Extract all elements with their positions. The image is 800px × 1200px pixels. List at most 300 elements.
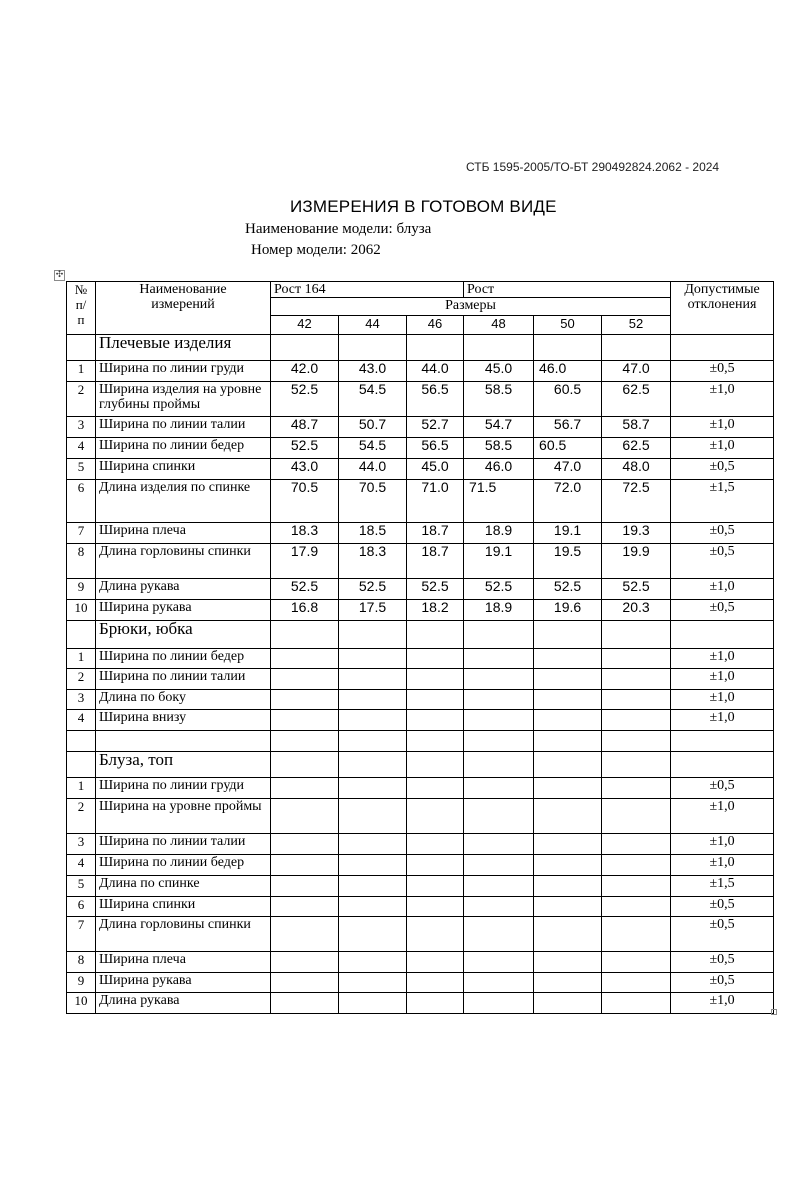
measurement-value: 46.0 [464, 459, 534, 480]
measurement-value [271, 731, 339, 752]
measurement-value: 58.5 [464, 438, 534, 459]
page-title: ИЗМЕРЕНИЯ В ГОТОВОМ ВИДЕ [290, 197, 557, 216]
measurement-value: 52.5 [271, 438, 339, 459]
section-number-cell [67, 335, 96, 361]
measurement-value [464, 973, 534, 993]
section-empty-cell [464, 752, 534, 778]
measurement-value: 19.6 [534, 600, 602, 621]
measurement-value [339, 855, 407, 876]
table-row [67, 382, 774, 417]
measurement-value: 43.0 [339, 361, 407, 382]
measurement-value: 45.0 [464, 361, 534, 382]
tolerance-value: ±1,0 [671, 649, 774, 669]
measurement-value [534, 649, 602, 669]
section-empty-cell [534, 621, 602, 649]
section-empty-cell [407, 752, 464, 778]
measurement-value [271, 649, 339, 669]
table-row [67, 438, 774, 459]
measurement-value: 50.7 [339, 417, 407, 438]
measurement-value: 54.5 [339, 382, 407, 417]
measurement-value: 19.1 [534, 523, 602, 544]
measurement-value: 44.0 [339, 459, 407, 480]
measurement-value: 72.0 [534, 480, 602, 523]
measurement-value [339, 973, 407, 993]
row-number: 2 [67, 669, 96, 690]
section-empty-cell [671, 621, 774, 649]
tolerance-value: ±1,0 [671, 855, 774, 876]
header-tolerance-line2: отклонения [687, 297, 757, 312]
measurement-value [407, 834, 464, 855]
table-row [67, 669, 774, 690]
header-size-52: 52 [602, 316, 671, 335]
measurement-value [602, 799, 671, 834]
row-number: 7 [67, 523, 96, 544]
measurement-value [602, 731, 671, 752]
table-row [67, 855, 774, 876]
row-number: 3 [67, 834, 96, 855]
header-rost-1: Рост 164 [271, 282, 464, 298]
section-title: Плечевые изделия [96, 335, 271, 361]
row-number: 4 [67, 855, 96, 876]
measurement-value: 47.0 [534, 459, 602, 480]
measurement-value [339, 952, 407, 973]
header-rost-2: Рост [464, 282, 671, 298]
measurement-value: 18.7 [407, 544, 464, 579]
measurement-value [534, 876, 602, 897]
measurement-value [534, 710, 602, 731]
tolerance-value: ±0,5 [671, 778, 774, 799]
measurement-value: 42.0 [271, 361, 339, 382]
measurement-name: Ширина по линии бедер [96, 438, 271, 459]
table-resize-handle[interactable] [771, 1009, 777, 1015]
measurement-value [407, 799, 464, 834]
measurement-value [464, 917, 534, 952]
measurement-value: 52.5 [534, 579, 602, 600]
measurement-value: 52.5 [602, 579, 671, 600]
measurement-value: 17.9 [271, 544, 339, 579]
measurement-value [407, 973, 464, 993]
measurement-value [271, 834, 339, 855]
measurement-value: 70.5 [271, 480, 339, 523]
measurement-value [339, 876, 407, 897]
section-row [67, 752, 774, 778]
measurement-name [96, 731, 271, 752]
measurement-value [534, 669, 602, 690]
measurement-name: Ширина плеча [96, 952, 271, 973]
document-header-code: СТБ 1595-2005/ТО-БТ 290492824.2062 - 2024 [466, 160, 720, 174]
measurement-name: Ширина по линии бедер [96, 855, 271, 876]
measurement-name: Ширина рукава [96, 600, 271, 621]
row-number: 1 [67, 778, 96, 799]
row-number: 7 [67, 917, 96, 952]
row-number: 8 [67, 544, 96, 579]
measurement-value [271, 855, 339, 876]
measurement-value [534, 778, 602, 799]
table-row [67, 917, 774, 952]
row-number: 9 [67, 973, 96, 993]
measurement-name: Ширина спинки [96, 897, 271, 917]
section-empty-cell [407, 335, 464, 361]
measurement-value [464, 952, 534, 973]
tolerance-value: ±0,5 [671, 459, 774, 480]
measurement-value [534, 731, 602, 752]
row-number: 10 [67, 600, 96, 621]
measurement-value: 52.5 [464, 579, 534, 600]
measurement-value [464, 690, 534, 710]
measurement-value [271, 799, 339, 834]
measurement-value [407, 876, 464, 897]
measurement-value [339, 731, 407, 752]
row-number: 2 [67, 382, 96, 417]
measurement-value: 18.5 [339, 523, 407, 544]
measurement-value [271, 917, 339, 952]
measurement-value: 70.5 [339, 480, 407, 523]
tolerance-value: ±1,0 [671, 690, 774, 710]
measurement-value: 56.5 [407, 382, 464, 417]
tolerance-value: ±1,0 [671, 438, 774, 459]
section-empty-cell [534, 335, 602, 361]
section-number-cell [67, 621, 96, 649]
measurement-value [407, 690, 464, 710]
measurement-value: 45.0 [407, 459, 464, 480]
measurement-value [602, 973, 671, 993]
table-row [67, 544, 774, 579]
measurement-value: 18.3 [271, 523, 339, 544]
measurement-value [602, 917, 671, 952]
measurement-value [407, 993, 464, 1014]
table-row [67, 876, 774, 897]
measurement-value [407, 731, 464, 752]
measurement-value [339, 834, 407, 855]
table-row [67, 649, 774, 669]
measurement-value [534, 917, 602, 952]
measurement-value: 18.9 [464, 523, 534, 544]
row-number: 9 [67, 579, 96, 600]
measurement-name: Длина рукава [96, 579, 271, 600]
row-number: 10 [67, 993, 96, 1014]
header-size-44: 44 [339, 316, 407, 335]
tolerance-value: ±1,0 [671, 993, 774, 1014]
row-number: 6 [67, 480, 96, 523]
section-title: Блуза, топ [96, 752, 271, 778]
row-number: 1 [67, 361, 96, 382]
header-size-46: 46 [407, 316, 464, 335]
section-number-cell [67, 752, 96, 778]
measurement-value: 52.5 [407, 579, 464, 600]
row-number: 3 [67, 690, 96, 710]
measurement-name: Ширина по линии груди [96, 361, 271, 382]
measurement-value [602, 952, 671, 973]
measurement-value [464, 649, 534, 669]
measurement-name: Длина изделия по спинке [96, 480, 271, 523]
section-empty-cell [602, 752, 671, 778]
section-empty-cell [271, 621, 339, 649]
measurement-name: Ширина плеча [96, 523, 271, 544]
measurement-value: 18.2 [407, 600, 464, 621]
measurement-value [339, 799, 407, 834]
measurement-name: Ширина по линии груди [96, 778, 271, 799]
measurement-value [271, 669, 339, 690]
measurement-value [464, 710, 534, 731]
row-number: 8 [67, 952, 96, 973]
table-row [67, 361, 774, 382]
measurement-value [464, 897, 534, 917]
tolerance-value: ±0,5 [671, 917, 774, 952]
measurement-value [271, 778, 339, 799]
section-empty-cell [407, 621, 464, 649]
table-row [67, 993, 774, 1014]
measurement-value: 60.5 [534, 438, 602, 459]
section-empty-cell [339, 621, 407, 649]
measurement-value [534, 973, 602, 993]
header-size-50: 50 [534, 316, 602, 335]
tolerance-value: ±0,5 [671, 523, 774, 544]
measurements-table [66, 281, 774, 1014]
header-number-line1: № [74, 282, 88, 297]
measurement-value: 56.5 [407, 438, 464, 459]
measurement-value [339, 993, 407, 1014]
measurement-value: 60.5 [534, 382, 602, 417]
measurement-value [271, 973, 339, 993]
tolerance-value: ±1,0 [671, 382, 774, 417]
measurement-value [339, 690, 407, 710]
measurement-value [407, 897, 464, 917]
measurement-value [464, 876, 534, 897]
measurement-value [339, 649, 407, 669]
measurement-value [534, 897, 602, 917]
section-empty-cell [464, 621, 534, 649]
section-empty-cell [339, 335, 407, 361]
measurement-value [407, 855, 464, 876]
table-move-handle-icon[interactable]: ✣ [55, 270, 64, 280]
header-name-line1: Наименование [139, 282, 227, 297]
measurement-value [339, 897, 407, 917]
measurement-value [271, 710, 339, 731]
header-measurement-name [96, 282, 271, 335]
table-row [67, 417, 774, 438]
section-empty-cell [271, 752, 339, 778]
row-number: 2 [67, 799, 96, 834]
measurement-value [339, 710, 407, 731]
header-name-line2: измерений [151, 297, 215, 312]
measurement-value [464, 778, 534, 799]
measurement-name: Ширина изделия на уровне глубины проймы [96, 382, 271, 417]
tolerance-value: ±1,5 [671, 876, 774, 897]
measurement-value: 19.5 [534, 544, 602, 579]
measurement-value [602, 897, 671, 917]
measurement-value [271, 993, 339, 1014]
measurement-value [602, 710, 671, 731]
table-row [67, 973, 774, 993]
measurement-value [407, 952, 464, 973]
header-size-42: 42 [271, 316, 339, 335]
table-row [67, 480, 774, 523]
tolerance-value: ±0,5 [671, 973, 774, 993]
model-name-line: Наименование модели: блуза [245, 221, 432, 237]
section-empty-cell [534, 752, 602, 778]
measurement-name: Ширина по линии талии [96, 417, 271, 438]
measurement-value [464, 731, 534, 752]
measurement-value: 62.5 [602, 382, 671, 417]
table-row [67, 778, 774, 799]
section-title: Брюки, юбка [96, 621, 271, 649]
row-number [67, 731, 96, 752]
measurement-name: Ширина по линии бедер [96, 649, 271, 669]
section-empty-cell [339, 752, 407, 778]
tolerance-value: ±0,5 [671, 897, 774, 917]
measurement-value [407, 710, 464, 731]
measurement-value: 19.9 [602, 544, 671, 579]
measurement-value: 43.0 [271, 459, 339, 480]
section-empty-cell [671, 335, 774, 361]
header-sizes-label: Размеры [271, 298, 671, 316]
measurement-value: 18.3 [339, 544, 407, 579]
table-row [67, 710, 774, 731]
tolerance-value: ±1,0 [671, 834, 774, 855]
measurement-value: 48.7 [271, 417, 339, 438]
row-number: 3 [67, 417, 96, 438]
measurement-value [339, 917, 407, 952]
measurement-value: 47.0 [602, 361, 671, 382]
section-empty-cell [464, 335, 534, 361]
measurement-value [602, 690, 671, 710]
measurement-name: Длина по боку [96, 690, 271, 710]
measurement-value: 56.7 [534, 417, 602, 438]
measurement-value [534, 855, 602, 876]
model-number-line: Номер модели: 2062 [251, 242, 381, 258]
measurement-name: Ширина по линии талии [96, 834, 271, 855]
measurement-value: 18.7 [407, 523, 464, 544]
measurement-value [407, 917, 464, 952]
measurement-value: 54.7 [464, 417, 534, 438]
header-size-48: 48 [464, 316, 534, 335]
measurement-value: 46.0 [534, 361, 602, 382]
measurement-value: 71.0 [407, 480, 464, 523]
measurement-value [407, 669, 464, 690]
section-empty-cell [271, 335, 339, 361]
table-row [67, 579, 774, 600]
header-tolerance [671, 282, 774, 335]
measurement-name: Ширина рукава [96, 973, 271, 993]
measurement-value: 52.7 [407, 417, 464, 438]
measurement-value: 20.3 [602, 600, 671, 621]
measurement-value [271, 952, 339, 973]
measurement-name: Длина по спинке [96, 876, 271, 897]
tolerance-value: ±1,5 [671, 480, 774, 523]
measurement-name: Ширина внизу [96, 710, 271, 731]
tolerance-value: ±1,0 [671, 669, 774, 690]
tolerance-value: ±0,5 [671, 600, 774, 621]
measurement-value [602, 876, 671, 897]
section-empty-cell [602, 335, 671, 361]
measurement-value [534, 993, 602, 1014]
table-row [67, 834, 774, 855]
table-row [67, 897, 774, 917]
tolerance-value: ±0,5 [671, 361, 774, 382]
tolerance-value [671, 731, 774, 752]
measurement-name: Длина горловины спинки [96, 544, 271, 579]
section-row [67, 335, 774, 361]
header-number-line3: п [77, 312, 85, 327]
tolerance-value: ±0,5 [671, 544, 774, 579]
measurement-name: Ширина на уровне проймы [96, 799, 271, 834]
measurement-value: 18.9 [464, 600, 534, 621]
measurement-value [271, 897, 339, 917]
measurement-value [534, 834, 602, 855]
measurement-value: 71.5 [464, 480, 534, 523]
row-number: 4 [67, 438, 96, 459]
measurement-value [602, 649, 671, 669]
tolerance-value: ±0,5 [671, 952, 774, 973]
tolerance-value: ±1,0 [671, 417, 774, 438]
measurement-value: 17.5 [339, 600, 407, 621]
measurement-value [464, 855, 534, 876]
row-number: 5 [67, 876, 96, 897]
table-row [67, 523, 774, 544]
measurement-value [464, 834, 534, 855]
measurement-value [602, 855, 671, 876]
table-row [67, 600, 774, 621]
measurement-name: Длина горловины спинки [96, 917, 271, 952]
measurement-value: 58.5 [464, 382, 534, 417]
measurement-value [464, 669, 534, 690]
section-empty-cell [671, 752, 774, 778]
measurement-value [271, 690, 339, 710]
measurement-name: Ширина спинки [96, 459, 271, 480]
table-row [67, 952, 774, 973]
measurement-value: 19.3 [602, 523, 671, 544]
measurements-table-body [67, 335, 774, 1014]
measurement-value: 16.8 [271, 600, 339, 621]
measurement-value [464, 993, 534, 1014]
measurement-value: 52.5 [271, 382, 339, 417]
measurement-value: 19.1 [464, 544, 534, 579]
header-tolerance-line1: Допустимые [684, 282, 760, 297]
measurement-value: 54.5 [339, 438, 407, 459]
measurement-value: 62.5 [602, 438, 671, 459]
measurement-value [534, 799, 602, 834]
table-row [67, 731, 774, 752]
tolerance-value: ±1,0 [671, 579, 774, 600]
measurement-name: Длина рукава [96, 993, 271, 1014]
measurement-name: Ширина по линии талии [96, 669, 271, 690]
measurement-value [271, 876, 339, 897]
measurement-value [407, 649, 464, 669]
measurement-value: 52.5 [339, 579, 407, 600]
measurement-value [534, 690, 602, 710]
header-number [67, 282, 96, 335]
measurement-value [602, 669, 671, 690]
measurement-value [407, 778, 464, 799]
tolerance-value: ±1,0 [671, 710, 774, 731]
section-empty-cell [602, 621, 671, 649]
measurement-value [339, 778, 407, 799]
measurement-value [602, 993, 671, 1014]
measurement-value [339, 669, 407, 690]
row-number: 5 [67, 459, 96, 480]
table-row [67, 459, 774, 480]
measurement-value: 52.5 [271, 579, 339, 600]
header-number-line2: п/ [75, 297, 87, 312]
row-number: 4 [67, 710, 96, 731]
measurement-value: 44.0 [407, 361, 464, 382]
table-row [67, 799, 774, 834]
measurement-value: 72.5 [602, 480, 671, 523]
row-number: 1 [67, 649, 96, 669]
measurement-value [602, 778, 671, 799]
row-number: 6 [67, 897, 96, 917]
table-row [67, 690, 774, 710]
